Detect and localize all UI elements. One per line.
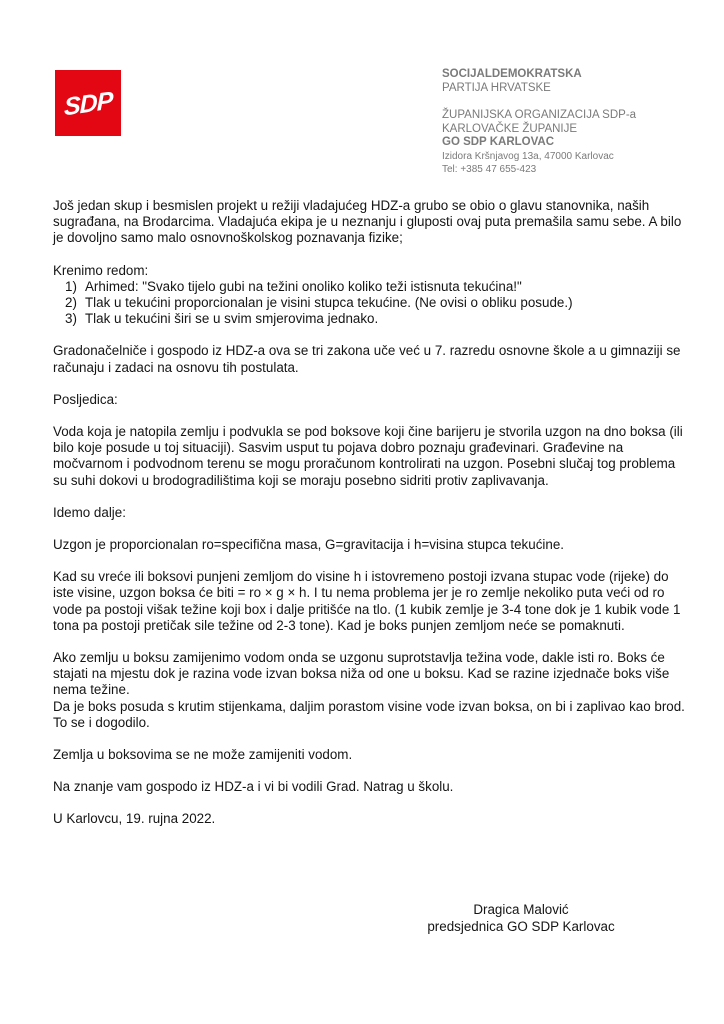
notice-paragraph: Na znanje vam gospodo iz HDZ-a i vi bi vodili Grad. Natrag u školu. bbox=[53, 779, 454, 795]
org-name-line1: SOCIJALDEMOKRATSKA bbox=[442, 68, 582, 80]
list-item-number: 3) bbox=[65, 311, 77, 327]
sdp-logo bbox=[55, 70, 121, 136]
org-phone: Tel: +385 47 655-423 bbox=[442, 163, 537, 175]
letterhead-spacer bbox=[442, 95, 636, 109]
buoyancy-paragraph: Uzgon je proporcionalan ro=specifična masa, G=gravitacija i h=visina stupca tekućine. bbox=[53, 537, 564, 553]
list-item-text: Tlak u tekućini proporcionalan je visini stupca tekućine. (Ne ovisi o obliku posude.) bbox=[85, 295, 573, 311]
intro-paragraph: Još jedan skup i besmislen projekt u režiji vladajućeg HDZ-a grubo se obio o glavu stanovnika, naših sugrađana, na Brodarcima. Vladajuća ekipa je u neznanju i gluposti ovaj puta premašila samu sebe. A bilo je dovoljno samo malo osnovnoškolskog poznavanja fizike; bbox=[53, 198, 682, 246]
list-heading: Krenimo redom: bbox=[53, 262, 149, 278]
conclusion-paragraph: Zemlja u boksovima se ne može zamijeniti vodom. bbox=[53, 747, 353, 763]
place-date: U Karlovcu, 19. rujna 2022. bbox=[53, 811, 216, 827]
next-heading: Idemo dalje: bbox=[53, 504, 126, 520]
water-paragraph: Voda koja je natopila zemlju i podvukla se pod boksove koji čine barijeru je stvorila uzgon na dno boksa (ili bilo koje posude u toj situaciji). Sasvim usput tu pojava dobro poznaju građevinari. Građevine na močvarnom i podvodnom terenu se mogu proračunom kontrolirati na uzgon. Posebni slučaj tog problema su suhi dokovi u brodogradilištima koji se moraju posebno sidriti protiv zaplivavanja. bbox=[53, 424, 683, 488]
replace-paragraph-2: Da je boks posuda s krutim stijenkama, daljim porastom visine vode izvan boksa, on bi i zaplivao kao brod. To se i dogodilo. bbox=[53, 698, 685, 730]
letter-body bbox=[53, 198, 693, 828]
physics-laws-list bbox=[53, 279, 693, 328]
mayor-paragraph: Gradonačelniče i gospodo iz HDZ-a ova se tri zakona uče već u 7. razredu osnovne škole a u gimnaziji se računaju i zadaci na osnovu tih postulata. bbox=[53, 343, 681, 375]
logo-text: SDP bbox=[63, 86, 113, 121]
list-item bbox=[53, 311, 693, 327]
org-address: Izidora Kršnjavog 13a, 47000 Karlovac bbox=[442, 150, 614, 162]
signature-block bbox=[418, 901, 624, 935]
list-item-text: Tlak u tekućini širi se u svim smjerovima jednako. bbox=[85, 311, 379, 327]
consequence-heading: Posljedica: bbox=[53, 391, 118, 407]
bags-paragraph: Kad su vreće ili boksovi punjeni zemljom do visine h i istovremeno postoji izvana stupac vode (rijeke) do iste visine, uzgon boksa će biti = ro × g × h. I tu nema problema jer je ro zemlje nekoliko puta veći od ro vode pa postoji višak težine koji box i dalje pritišće na tlo. (1 kubik zemlje je 3-4 tone dok je 1 kubik vode 1 tona pa postoji pretičak sile težine od 2-3 tone). Kad je boks punjen zemljom neće se pomaknuti. bbox=[53, 569, 681, 633]
org-branch: GO SDP KARLOVAC bbox=[442, 136, 555, 148]
org-unit-line1: ŽUPANIJSKA ORGANIZACIJA SDP-a bbox=[442, 109, 637, 121]
list-item bbox=[53, 279, 693, 295]
org-unit-line2: KARLOVAČKE ŽUPANIJE bbox=[442, 122, 578, 135]
list-item bbox=[53, 295, 693, 311]
list-item-number: 2) bbox=[65, 295, 77, 311]
signatory-name: Dragica Malović bbox=[473, 902, 569, 917]
list-item-text: Arhimed: "Svako tijelo gubi na težini onoliko koliko teži istisnuta tekućina!" bbox=[85, 278, 522, 294]
list-item-number: 1) bbox=[65, 278, 77, 294]
replace-paragraph-1: Ako zemlju u boksu zamijenimo vodom onda se uzgonu suprotstavlja težina vode, dakle isti ro. Boks će stajati na mjestu dok je razina vode izvan boksa niža od one u boksu. Kad se razine izjednače boks više nema težine. bbox=[53, 650, 670, 698]
signatory-title: predsjednica GO SDP Karlovac bbox=[427, 919, 615, 934]
org-name-line2: PARTIJA HRVATSKE bbox=[442, 81, 551, 94]
letterhead bbox=[442, 68, 636, 176]
